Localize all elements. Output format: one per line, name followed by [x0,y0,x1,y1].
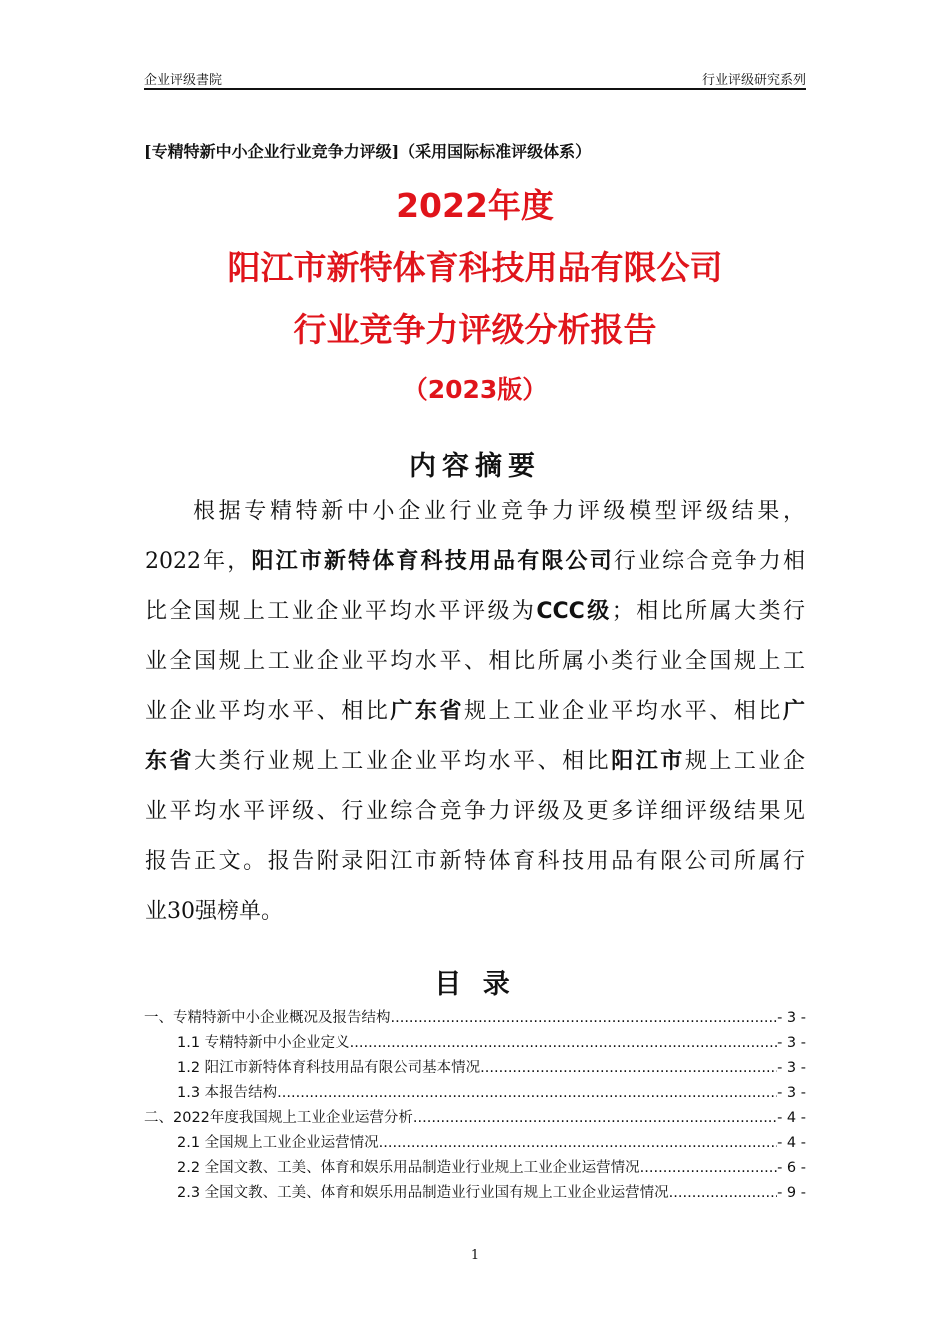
abstract-body [145,494,805,944]
abstract-line [145,894,805,944]
toc-entry[interactable] [144,1083,806,1108]
abstract-emphasis: 阳江市 [611,749,685,774]
toc-entry-label[interactable]: 一、专精特新中小企业概况及报告结构 [144,1010,391,1026]
toc-entry[interactable] [144,1183,806,1208]
toc-entry-label[interactable]: 1.3 本报告结构 [177,1085,278,1101]
header-right: 行业评级研究系列 [701,73,806,88]
abstract-emphasis: CCC级 [536,599,612,624]
abstract-emphasis: 广 [782,699,805,724]
toc-heading: 目 录 [434,969,516,1000]
abstract-line [145,544,805,594]
toc-entry[interactable] [144,1008,806,1033]
toc-leader-dots [480,1058,777,1078]
table-of-contents [144,1008,806,1208]
toc-entry[interactable] [144,1033,806,1058]
title-year: 2022年度 [396,186,554,225]
toc-leader-dots [277,1083,777,1103]
toc-entry[interactable] [144,1108,806,1133]
page-number: 1 [470,1248,480,1263]
abstract-emphasis: 东省 [145,749,195,774]
abstract-text: 行业综合竞争力相 [613,549,805,574]
title-edition: （2023版） [402,375,548,404]
toc-leader-dots [350,1033,777,1053]
toc-leader-dots [669,1183,777,1203]
abstract-text: 业30强榜单。 [145,899,283,924]
toc-entry-page: - 6 - [777,1160,806,1176]
toc-entry-label[interactable]: 1.1 专精特新中小企业定义 [177,1035,350,1051]
abstract-line [145,744,805,794]
abstract-text: 大类行业规上工业企业平均水平、相比 [194,749,612,774]
abstract-text: 规上工业企 [684,749,805,774]
toc-entry[interactable] [144,1158,806,1183]
toc-entry[interactable] [144,1058,806,1083]
toc-entry-label[interactable]: 1.2 阳江市新特体育科技用品有限公司基本情况 [177,1060,481,1076]
toc-entry-label[interactable]: 2.3 全国文教、工美、体育和娱乐用品制造业行业国有规上工业企业运营情况 [177,1185,669,1201]
toc-leader-dots [391,1008,778,1028]
abstract-text: 业企业平均水平、相比 [145,699,391,724]
toc-entry-label[interactable]: 二、2022年度我国规上工业企业运营分析 [144,1110,413,1126]
toc-entry-page: - 3 - [777,1085,806,1101]
toc-entry[interactable] [144,1133,806,1158]
abstract-emphasis: 广东省 [390,699,464,724]
abstract-line [145,594,805,644]
toc-leader-dots [379,1133,777,1153]
abstract-text: ；相比所属大类行 [611,599,805,624]
abstract-heading: 内容摘要 [409,451,541,482]
abstract-line [145,844,805,894]
abstract-text: 业全国规上工业企业平均水平、相比所属小类行业全国规上工 [145,649,805,674]
toc-entry-label[interactable]: 2.2 全国文教、工美、体育和娱乐用品制造业行业规上工业企业运营情况 [177,1160,640,1176]
toc-entry-page: - 4 - [777,1135,806,1151]
abstract-text: 比全国规上工业企业平均水平评级为 [145,599,537,624]
toc-entry-page: - 3 - [777,1010,806,1026]
abstract-text: 业平均水平评级、行业综合竞争力评级及更多详细评级结果见 [145,799,805,824]
title-report: 行业竞争力评级分析报告 [293,310,657,349]
abstract-line [145,794,805,844]
abstract-line [145,494,805,544]
toc-entry-page: - 9 - [777,1185,806,1201]
abstract-line [145,694,805,744]
toc-leader-dots [413,1108,777,1128]
abstract-text: 报告正文。报告附录阳江市新特体育科技用品有限公司所属行 [145,849,805,874]
abstract-text: 规上工业企业平均水平、相比 [463,699,783,724]
abstract-text: 根据专精特新中小企业行业竞争力评级模型评级结果， [193,499,805,524]
page-header [144,68,806,90]
toc-entry-page: - 3 - [777,1060,806,1076]
toc-entry-page: - 4 - [777,1110,806,1126]
toc-entry-label[interactable]: 2.1 全国规上工业企业运营情况 [177,1135,379,1151]
toc-entry-page: - 3 - [777,1035,806,1051]
toc-leader-dots [640,1158,777,1178]
report-tagline: [专精特新中小企业行业竞争力评级]（采用国际标准评级体系） [144,142,592,161]
header-left: 企业评级書院 [144,73,223,88]
abstract-text: 2022年， [145,549,252,574]
abstract-line [145,644,805,694]
title-company: 阳江市新特体育科技用品有限公司 [227,248,723,287]
abstract-emphasis: 阳江市新特体育科技用品有限公司 [251,549,614,574]
